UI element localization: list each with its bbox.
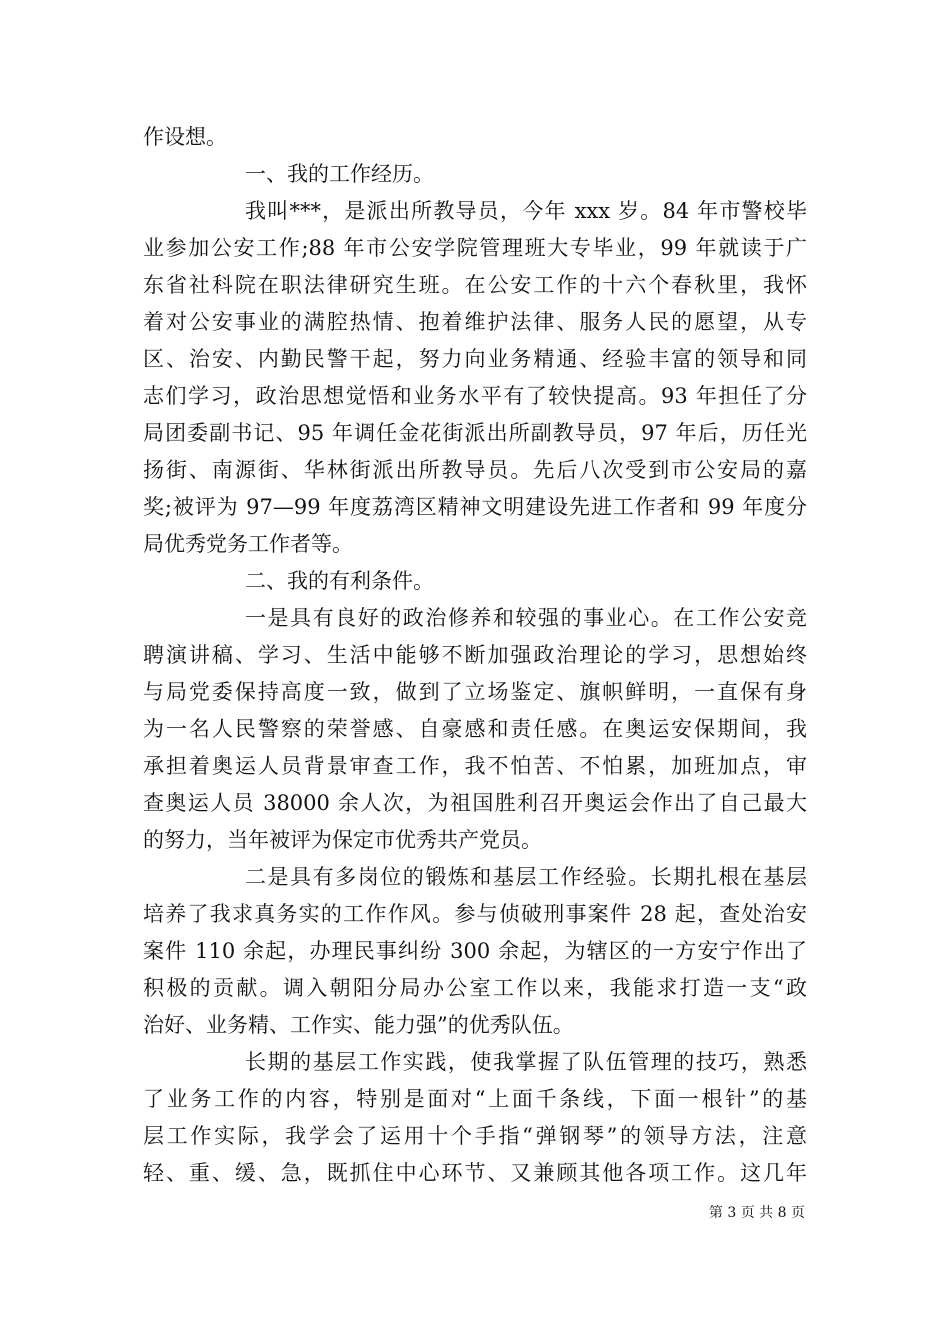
text-line: 为一名人民警察的荣誉感、自豪感和责任感。在奥运安保期间，我	[143, 717, 807, 741]
page-footer: 第 3 页 共 8 页	[708, 1205, 805, 1221]
text-line: 积极的贡献。调入朝阳分局办公室工作以来，我能求打造一支“政	[143, 976, 807, 1000]
text-line: 长期的基层工作实践，使我掌握了队伍管理的技巧，熟悉	[245, 1050, 807, 1074]
text-line: 一是具有良好的政治修养和较强的事业心。在工作公安竞	[245, 606, 807, 630]
text-line: 我叫***，是派出所教导员，今年 xxx 岁。84 年市警校毕	[245, 199, 807, 223]
text-line: 查奥运人员 38000 余人次，为祖国胜利召开奥运会作出了自己最大	[143, 791, 807, 815]
text-line: 东省社科院在职法律研究生班。在公安工作的十六个春秋里，我怀	[143, 273, 807, 297]
text-line: 治好、业务精、工作实、能力强”的优秀队伍。	[143, 1013, 574, 1037]
text-line: 培养了我求真务实的工作作风。参与侦破刑事案件 28 起，查处治安	[143, 902, 807, 926]
text-line: 与局党委保持高度一致，做到了立场鉴定、旗帜鲜明，一直保有身	[143, 680, 807, 704]
text-line: 业参加公安工作;88 年市公安学院管理班大专毕业，99 年就读于广	[143, 236, 807, 260]
text-line: 奖;被评为 97—99 年度荔湾区精神文明建设先进工作者和 99 年度分	[143, 495, 807, 519]
text-line: 层工作实际，我学会了运用十个手指“弹钢琴”的领导方法，注意	[143, 1124, 807, 1148]
text-line: 了业务工作的内容，特别是面对“上面千条线，下面一根针”的基	[143, 1087, 807, 1111]
text-line: 志们学习，政治思想觉悟和业务水平有了较快提高。93 年担任了分	[143, 384, 807, 408]
text-line: 着对公安事业的满腔热情、抱着维护法律、服务人民的愿望，从专	[143, 310, 807, 334]
text-line: 局优秀党务工作者等。	[143, 532, 353, 556]
text-line: 作设想。	[143, 125, 227, 149]
text-line: 扬街、南源街、华林街派出所教导员。先后八次受到市公安局的嘉	[143, 458, 807, 482]
text-line: 二是具有多岗位的锻炼和基层工作经验。长期扎根在基层	[245, 865, 807, 889]
text-line: 聘演讲稿、学习、生活中能够不断加强政治理论的学习，思想始终	[143, 643, 807, 667]
text-line: 承担着奥运人员背景审查工作，我不怕苦、不怕累，加班加点，审	[143, 754, 807, 778]
text-line: 局团委副书记、95 年调任金花街派出所副教导员，97 年后，历任光	[143, 421, 807, 445]
text-line: 案件 110 余起，办理民事纠纷 300 余起，为辖区的一方安宁作出了	[143, 939, 807, 963]
section-heading: 二、我的有利条件。	[245, 569, 434, 593]
section-heading: 一、我的工作经历。	[245, 162, 434, 186]
text-line: 轻、重、缓、急，既抓住中心环节、又兼顾其他各项工作。这几年	[143, 1161, 807, 1185]
text-line: 区、治安、内勤民警干起，努力向业务精通、经验丰富的领导和同	[143, 347, 807, 371]
text-line: 的努力，当年被评为保定市优秀共产党员。	[143, 828, 542, 852]
